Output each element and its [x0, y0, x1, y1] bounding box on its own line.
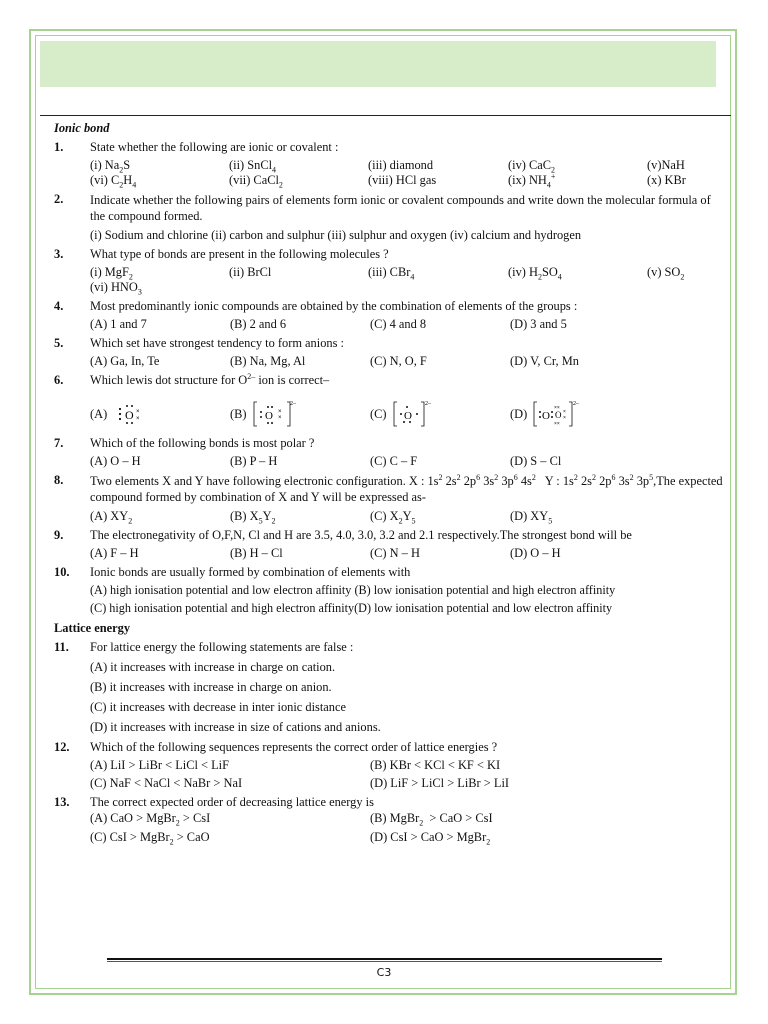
option: (B) 2 and 6 — [230, 317, 287, 331]
option: (v) $SO_2$ — [647, 265, 685, 282]
question-number: 13. — [54, 795, 70, 809]
question-number: 2. — [54, 192, 64, 206]
option: (ii) SnCl$_4$ — [229, 158, 277, 175]
option: (C) N – H — [370, 546, 420, 560]
question-number: 6. — [54, 373, 64, 387]
question-10-options-line-2: (C) high ionisation potential and high electron affinity(D) low ionisation potential and low electron affinity — [90, 601, 613, 615]
option: (iii) CBr$_4$ — [368, 265, 415, 282]
option: (A) 1 and 7 — [90, 317, 147, 331]
question-6-lewis-options — [90, 397, 724, 431]
question-text: Which lewis dot structure for $O^{2-}$ ion is correct– — [90, 371, 330, 387]
lewis-option-c: (C) O 2– — [370, 398, 510, 430]
question-number: 12. — [54, 740, 70, 754]
question-10-options-line-1: (A) high ionisation potential and low electron affinity (B) low ionisation potential and high electron affinity — [90, 583, 616, 597]
svg-text:×: × — [277, 409, 282, 415]
option: (A) LiI > LiBr < LiCl < LiF — [90, 758, 230, 772]
question-number: 3. — [54, 247, 64, 261]
question-12-options-row-2 — [90, 776, 724, 790]
page-number: C3 — [376, 966, 392, 979]
option: (D) S – Cl — [510, 454, 562, 468]
option: (v)NaH — [647, 158, 685, 172]
question-number: 11. — [54, 640, 69, 654]
worksheet-content — [54, 119, 724, 847]
question-number: 7. — [54, 436, 64, 450]
question-4-options — [90, 317, 724, 331]
option: (iii) diamond — [368, 158, 434, 172]
question-10 — [54, 565, 724, 579]
svg-text:×: × — [136, 416, 140, 422]
option: (B) H – Cl — [230, 546, 283, 560]
question-1 — [54, 140, 724, 154]
question-text: State whether the following are ionic or covalent : — [90, 140, 339, 154]
svg-text:O: O — [542, 410, 551, 422]
question-3-options-row-2: (vi) $HNO_3$ — [90, 280, 142, 297]
question-text: The correct expected order of decreasing lattice energy is — [90, 795, 374, 809]
question-8-options — [90, 509, 724, 526]
question-3 — [54, 247, 724, 261]
question-13 — [54, 795, 724, 809]
question-12-options-row-1 — [90, 758, 724, 772]
question-text: Most predominantly ionic compounds are obtained by the combination of elements of the groups : — [90, 299, 578, 313]
svg-text:2–: 2– — [424, 401, 431, 407]
question-text: Indicate whether the following pairs of elements form ionic or covalent compounds and write down the molecular formula of the compound formed. — [90, 193, 711, 223]
svg-text:O: O — [264, 410, 273, 422]
option: (iv) CaC$_2$ — [508, 158, 556, 175]
option: (B) P – H — [230, 454, 278, 468]
option: (C) C – F — [370, 454, 418, 468]
svg-text:×: × — [563, 409, 567, 415]
option: (B) MgBr$_2$ > CaO > CsI — [370, 811, 493, 828]
question-1-options-row-2 — [90, 171, 724, 190]
question-2 — [54, 192, 724, 224]
option: (i) $Na_2S$ — [90, 158, 131, 175]
svg-text:2–: 2– — [573, 401, 580, 407]
option: (D) O – H — [510, 546, 561, 560]
question-9 — [54, 528, 724, 542]
option: (A) CaO > MgBr$_2$ > CsI — [90, 811, 211, 828]
question-13-options-row-2 — [90, 830, 724, 847]
footer-rule — [107, 958, 662, 960]
question-3-options-row-1 — [90, 265, 724, 282]
option: (D) it increases with increase in size of cations and anions. — [90, 720, 381, 734]
option: (A) it increases with increase in charge on cation. — [90, 660, 336, 674]
option: (D) LiF > LiCl > LiBr > LiI — [370, 776, 510, 790]
svg-text:O: O — [403, 410, 412, 422]
option: (C) N, O, F — [370, 354, 427, 368]
question-number: 10. — [54, 565, 70, 579]
question-text: Which of the following bonds is most polar ? — [90, 436, 315, 450]
svg-text:××: ×× — [554, 405, 561, 411]
question-12 — [54, 740, 724, 754]
option: (C) NaF < NaCl < NaBr > NaI — [90, 776, 243, 790]
option: (D) V, Cr, Mn — [510, 354, 579, 368]
question-13-options-row-1 — [90, 811, 724, 828]
header-rule — [40, 115, 731, 116]
lewis-option-a: (A) O × × — [90, 399, 230, 429]
option: (B) Na, Mg, Al — [230, 354, 306, 368]
option: (viii) HCl gas — [368, 173, 437, 187]
lewis-option-b: (B) O × × 2– — [230, 398, 370, 430]
option: (D) 3 and 5 — [510, 317, 567, 331]
question-text: Which set have strongest tendency to form anions : — [90, 336, 344, 350]
option: (B) $X_5Y_2$ — [230, 509, 276, 526]
option: (A) F – H — [90, 546, 139, 560]
question-text: Ionic bonds are usually formed by combination of elements with — [90, 565, 411, 579]
option: (A) $XY_2$ — [90, 509, 133, 526]
lewis-structure-c-icon — [391, 398, 439, 430]
question-4 — [54, 299, 724, 313]
option: (C) it increases with decrease in inter ionic distance — [90, 700, 346, 714]
option: (D) $XY_5$ — [510, 509, 553, 526]
section-heading-lattice-energy: Lattice energy — [54, 621, 131, 635]
option: (C) $X_2Y_5$ — [370, 509, 416, 526]
option: (i) MgF$_2$ — [90, 265, 133, 282]
question-number: 4. — [54, 299, 64, 313]
option: (ix) $NH_4^+$ — [508, 171, 556, 190]
option: (ii) BrCl — [229, 265, 272, 279]
option: (vii) CaCl$_2$ — [229, 173, 283, 190]
question-text: What type of bonds are present in the following molecules ? — [90, 247, 389, 261]
svg-text:2–: 2– — [289, 401, 296, 407]
lewis-structure-b-icon — [251, 398, 299, 430]
option: (vi) $C_2H_4$ — [90, 173, 137, 190]
question-number: 9. — [54, 528, 64, 542]
question-8 — [54, 473, 724, 505]
question-5 — [54, 336, 724, 350]
question-text: Which of the following sequences represents the correct order of lattice energies ? — [90, 740, 498, 754]
question-5-options — [90, 354, 724, 368]
question-9-options — [90, 546, 724, 560]
section-heading-ionic-bond: Ionic bond — [54, 121, 110, 135]
question-2-options: (i) Sodium and chlorine (ii) carbon and sulphur (iii) sulphur and oxygen (iv) calcium and hydrogen — [90, 228, 582, 242]
option: (B) KBr < KCl < KF < KI — [370, 758, 501, 772]
question-number: 5. — [54, 336, 64, 350]
svg-text:×: × — [277, 415, 282, 421]
question-6 — [54, 373, 724, 387]
option: (A) O – H — [90, 454, 141, 468]
question-text: Two elements X and Y have following electronic configuration. X : $1s^2$ $2s^2$ $2p^6$ $3s^2$ $3p^6$ $4s^2$ Y : $1s^2$ $2s^2$ $2p^6$ $3s^2$ $3p^5,The$ expected compound formed by combination of X and Y will be expressed as- — [90, 472, 723, 504]
lewis-option-d: (D) O O ×× ×× × × 2– — [510, 398, 650, 430]
question-number: 8. — [54, 473, 64, 487]
question-7-options — [90, 454, 724, 468]
svg-text:×: × — [136, 409, 140, 415]
option: (D) CsI > CaO > MgBr$_2$ — [370, 830, 491, 847]
svg-text:O: O — [555, 410, 562, 420]
question-7 — [54, 436, 724, 450]
question-1-options-row-1 — [90, 158, 724, 175]
option: (A) Ga, In, Te — [90, 354, 160, 368]
question-text: For lattice energy the following statements are false : — [90, 640, 354, 654]
lewis-structure-d-icon — [531, 398, 581, 430]
header-banner — [40, 41, 716, 87]
svg-text:×: × — [563, 415, 567, 421]
question-text: The electronegativity of O,F,N, Cl and H are 3.5, 4.0, 3.0, 3.2 and 2.1 respectively.The strongest bond will be — [90, 528, 632, 542]
question-number: 1. — [54, 140, 64, 154]
svg-text:O: O — [125, 408, 134, 422]
option: (iv) $H_2SO_4$ — [508, 265, 562, 282]
option: (C) CsI > MgBr$_2$ > CaO — [90, 830, 210, 847]
option: (B) it increases with increase in charge on anion. — [90, 680, 332, 694]
option: (x) KBr — [647, 173, 686, 187]
option: (C) 4 and 8 — [370, 317, 427, 331]
svg-text:××: ×× — [554, 421, 561, 427]
lewis-structure-a-icon — [111, 399, 151, 429]
question-11 — [54, 640, 724, 654]
